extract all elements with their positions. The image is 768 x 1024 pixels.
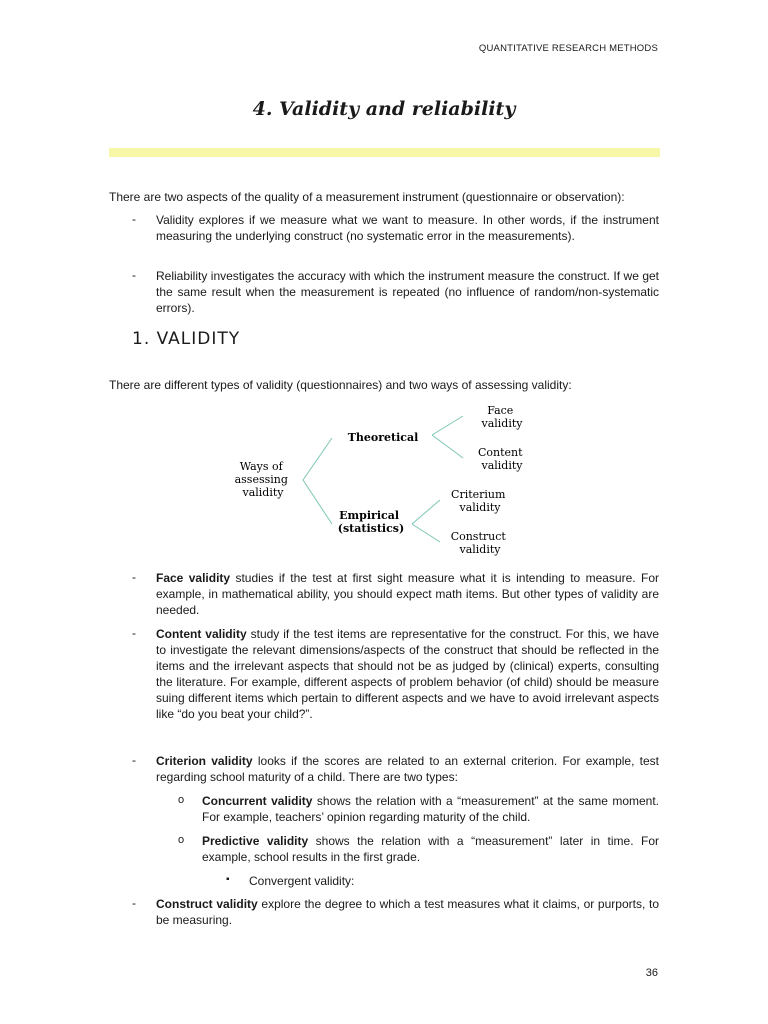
- diagram-empirical-label: Empirical (statistics): [337, 509, 405, 535]
- title-highlight-bar: [109, 148, 660, 157]
- intro-bullet-validity: Validity explores if we measure what we want to measure. In other words, if the instrument measuring the underlying construct (no systematic error in the measurements).: [156, 213, 659, 243]
- diagram-construct-validity: Construct validity: [450, 530, 506, 556]
- diagram-theoretical-label: Theoretical: [347, 431, 419, 444]
- content-validity-item: [156, 626, 659, 722]
- convergent-validity-item: Convergent validity:: [249, 874, 355, 888]
- dash-marker: -: [132, 570, 136, 584]
- criterion-validity-item: [156, 753, 659, 785]
- diagram-content-validity: Content validity: [477, 446, 523, 472]
- predictive-validity-text: shows the relation with a “measurement” later in time. For example, school results in the first grade.: [202, 834, 660, 864]
- construct-validity-text: explore the degree to which a test measures what it claims, or purports, to be measuring.: [156, 897, 659, 927]
- face-validity-term: Face validity: [156, 571, 231, 585]
- diagram-face-validity: Face validity: [481, 404, 523, 430]
- criterion-validity-text: looks if the scores are related to an external criterion. For example, test regarding school maturity of a child. There are two types:: [156, 754, 660, 784]
- predictive-validity-item: [202, 833, 659, 865]
- dash-marker: -: [132, 212, 136, 226]
- circle-marker: o: [178, 834, 185, 846]
- intro-bullet-reliability: Reliability investigates the accuracy with which the instrument measure the construct. If we get the same result when the measurement is repeated (no influence of random/non-systematic errors).: [156, 269, 659, 315]
- criterion-validity-term: Criterion validity: [156, 754, 253, 768]
- content-validity-text: study if the test items are representative for the construct. For this, we have to investigate the relevant dimensions/aspects of the construct that should be reflected in the items and the irrelevant aspects that should not be as judged by (clinical) experts, consulting the literature. For example, different aspects of problem behavior (of child) should be measure suing different items which pertain to different aspects and we have to avoid irrelevant aspects like “do you beat your child?”.: [156, 627, 659, 721]
- concurrent-validity-term: Concurrent validity: [202, 794, 313, 808]
- dash-marker: -: [132, 268, 136, 282]
- intro-lead: There are two aspects of the quality of a measurement instrument (questionnaire or observation):: [109, 190, 625, 204]
- face-validity-text: studies if the test at first sight measure what it is intending to measure. For example, in mathematical ability, you should expect math items. But other types of validity are needed.: [156, 571, 659, 617]
- predictive-validity-term: Predictive validity: [202, 834, 309, 848]
- diagram-root-label: Ways of assessing validity: [234, 460, 288, 499]
- construct-validity-item: [156, 896, 659, 928]
- circle-marker: o: [178, 794, 185, 806]
- chapter-title: 4. Validity and reliability: [252, 98, 516, 120]
- running-header: QUANTITATIVE RESEARCH METHODS: [478, 43, 658, 54]
- construct-validity-term: Construct validity: [156, 897, 258, 911]
- concurrent-validity-text: shows the relation with a “measurement” at the same moment. For example, teachers’ opinion regarding maturity of the child.: [202, 794, 659, 824]
- dash-marker: -: [132, 753, 136, 767]
- content-validity-term: Content validity: [156, 627, 247, 641]
- section-heading-validity: 1. VALIDITY: [132, 329, 241, 349]
- face-validity-item: [156, 570, 659, 618]
- dash-marker: -: [132, 896, 136, 910]
- section-lead: There are different types of validity (questionnaires) and two ways of assessing validity:: [109, 378, 572, 392]
- concurrent-validity-item: [202, 793, 659, 825]
- page-number: 36: [645, 967, 658, 979]
- square-marker: ▪: [226, 874, 230, 885]
- validity-tree-diagram: [200, 396, 560, 564]
- dash-marker: -: [132, 626, 136, 640]
- diagram-criterium-validity: Criterium validity: [451, 488, 506, 514]
